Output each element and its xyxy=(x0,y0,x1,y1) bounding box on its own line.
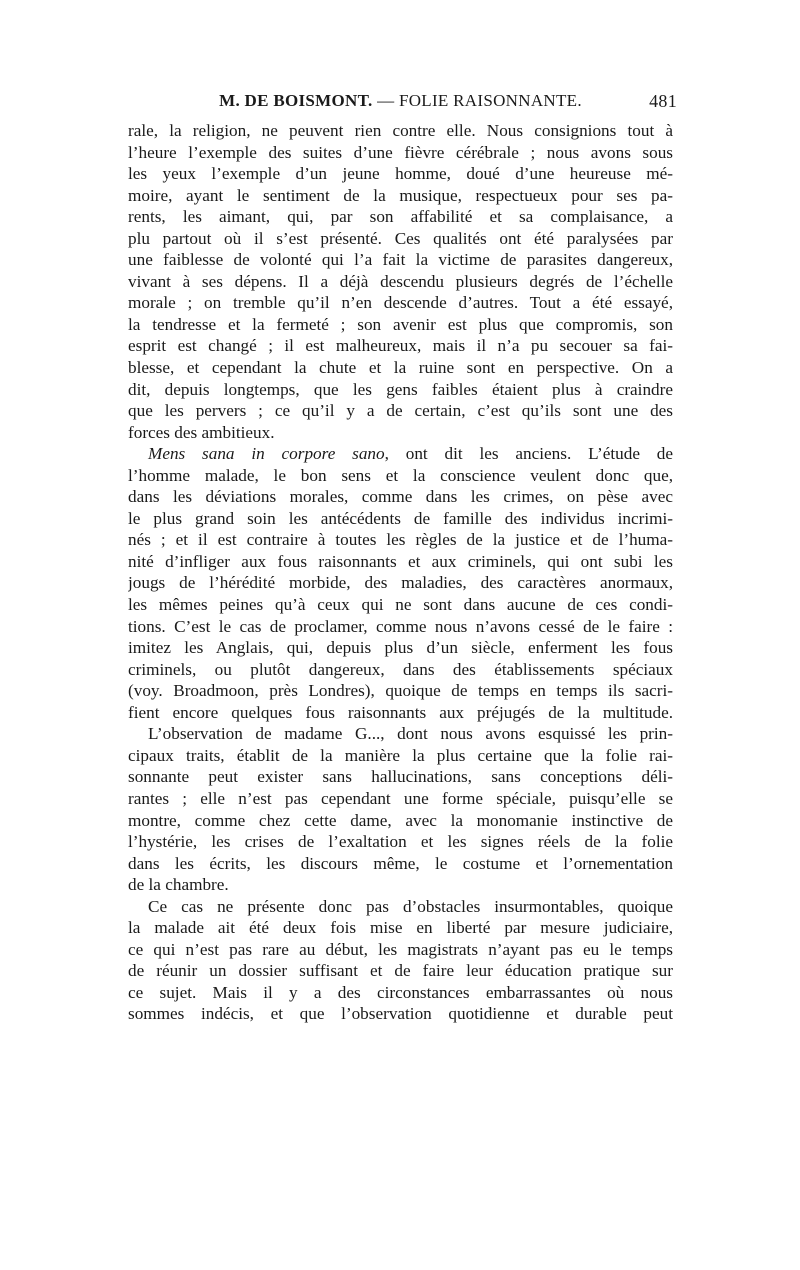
book-page xyxy=(128,88,677,1025)
text-line: esprit est changé ; il est malheureux, mais il n’a pu secouer sa fai- xyxy=(128,336,673,356)
body-text xyxy=(128,120,673,1025)
text-line: la malade ait été deux fois mise en liberté par mesure judiciaire, xyxy=(128,918,673,938)
text-line: plu partout où il s’est présenté. Ces qualités ont été paralysées par xyxy=(128,228,673,248)
text-line: rantes ; elle n’est pas cependant une forme spéciale, puisqu’elle se xyxy=(128,788,673,808)
text-line: imitez les Anglais, qui, depuis plus d’un siècle, enferment les fous xyxy=(128,638,673,658)
text-line: montre, comme chez cette dame, avec la monomanie instinctive de xyxy=(128,810,673,830)
text-line: dans les écrits, les discours même, le costume et l’ornementation xyxy=(128,853,673,873)
text-line: une faiblesse de volonté qui l’a fait la victime de parasites dangereux, xyxy=(128,250,673,270)
header-title: — FOLIE RAISONNANTE. xyxy=(377,91,582,110)
text-line: Ce cas ne présente donc pas d’obstacles insurmontables, quoique xyxy=(148,896,673,916)
text-line: de la chambre. xyxy=(128,875,229,895)
text-line: fient encore quelques fous raisonnants aux préjugés de la multitude. xyxy=(128,702,673,722)
running-header xyxy=(128,88,677,114)
text-line: sonnante peut exister sans hallucinations, sans conceptions déli- xyxy=(128,767,673,787)
text-line: tions. C’est le cas de proclamer, comme nous n’avons cessé de le faire : xyxy=(128,616,673,636)
text-line: cipaux traits, établit de la manière la plus certaine que la folie rai- xyxy=(128,745,673,765)
text-line: criminels, ou plutôt dangereux, dans des établissements spéciaux xyxy=(128,659,673,679)
text-line: dit, depuis longtemps, que les gens faibles étaient plus à craindre xyxy=(128,379,673,399)
text-line: (voy. Broadmoon, près Londres), quoique de temps en temps ils sacri- xyxy=(128,681,673,701)
text-line: dans les déviations morales, comme dans les crimes, on pèse avec xyxy=(128,487,673,507)
text-line: les mêmes peines qu’à ceux qui ne sont dans aucune de ces condi- xyxy=(128,595,673,615)
text-line: morale ; on tremble qu’il n’en descende d’autres. Tout a été essayé, xyxy=(128,293,673,313)
header-author: M. DE BOISMONT. xyxy=(219,91,373,110)
text-line: que les pervers ; ce qu’il y a de certain, c’est qu’ils sont une des xyxy=(128,401,673,421)
text-line: de réunir un dossier suffisant et de faire leur éducation pratique sur xyxy=(128,961,673,981)
text-line: l’homme malade, le bon sens et la conscience veulent donc que, xyxy=(128,465,673,485)
text-line: Mens sana in corpore sano, ont dit les anciens. L’étude de xyxy=(148,444,673,464)
text-line: l’hystérie, les crises de l’exaltation et les signes réels de la folie xyxy=(128,832,673,852)
text-line: rale, la religion, ne peuvent rien contre elle. Nous consignions tout à xyxy=(128,121,673,140)
text-line: forces des ambitieux. xyxy=(128,422,275,442)
text-line: nité d’infliger aux fous raisonnants et aux criminels, qui ont subi les xyxy=(128,551,673,571)
text-line: sommes indécis, et que l’observation quotidienne et durable peut xyxy=(128,1004,673,1024)
text-line: moire, ayant le sentiment de la musique, respectueux pour ses pa- xyxy=(128,185,673,205)
text-line: l’heure l’exemple des suites d’une fièvre cérébrale ; nous avons sous xyxy=(128,142,673,162)
text-line: le plus grand soin les antécédents de famille des individus incrimi- xyxy=(128,508,673,528)
text-line: rents, les aimant, qui, par son affabilité et sa complaisance, a xyxy=(128,207,673,227)
text-line: vivant à ses dépens. Il a déjà descendu plusieurs degrés de l’échelle xyxy=(128,271,673,291)
text-line: ce sujet. Mais il y a des circonstances embarrassantes où nous xyxy=(128,982,673,1002)
text-line: nés ; et il est contraire à toutes les règles de la justice et de l’huma- xyxy=(128,530,673,550)
page-number: 481 xyxy=(649,91,677,111)
text-line: ce qui n’est pas rare au début, les magistrats n’ayant pas eu le temps xyxy=(128,939,673,959)
text-line: L’observation de madame G..., dont nous avons esquissé les prin- xyxy=(148,724,673,744)
text-line: jougs de l’hérédité morbide, des maladies, des caractères anormaux, xyxy=(128,573,673,593)
text-line: la tendresse et la fermeté ; son avenir est plus que compromis, son xyxy=(128,314,673,334)
latin-phrase: Mens sana in corpore sano xyxy=(148,444,385,464)
text-line: les yeux l’exemple d’un jeune homme, doué d’une heureuse mé- xyxy=(128,164,673,184)
text-line: blesse, et cependant la chute et la ruine sont en perspective. On a xyxy=(128,358,673,378)
